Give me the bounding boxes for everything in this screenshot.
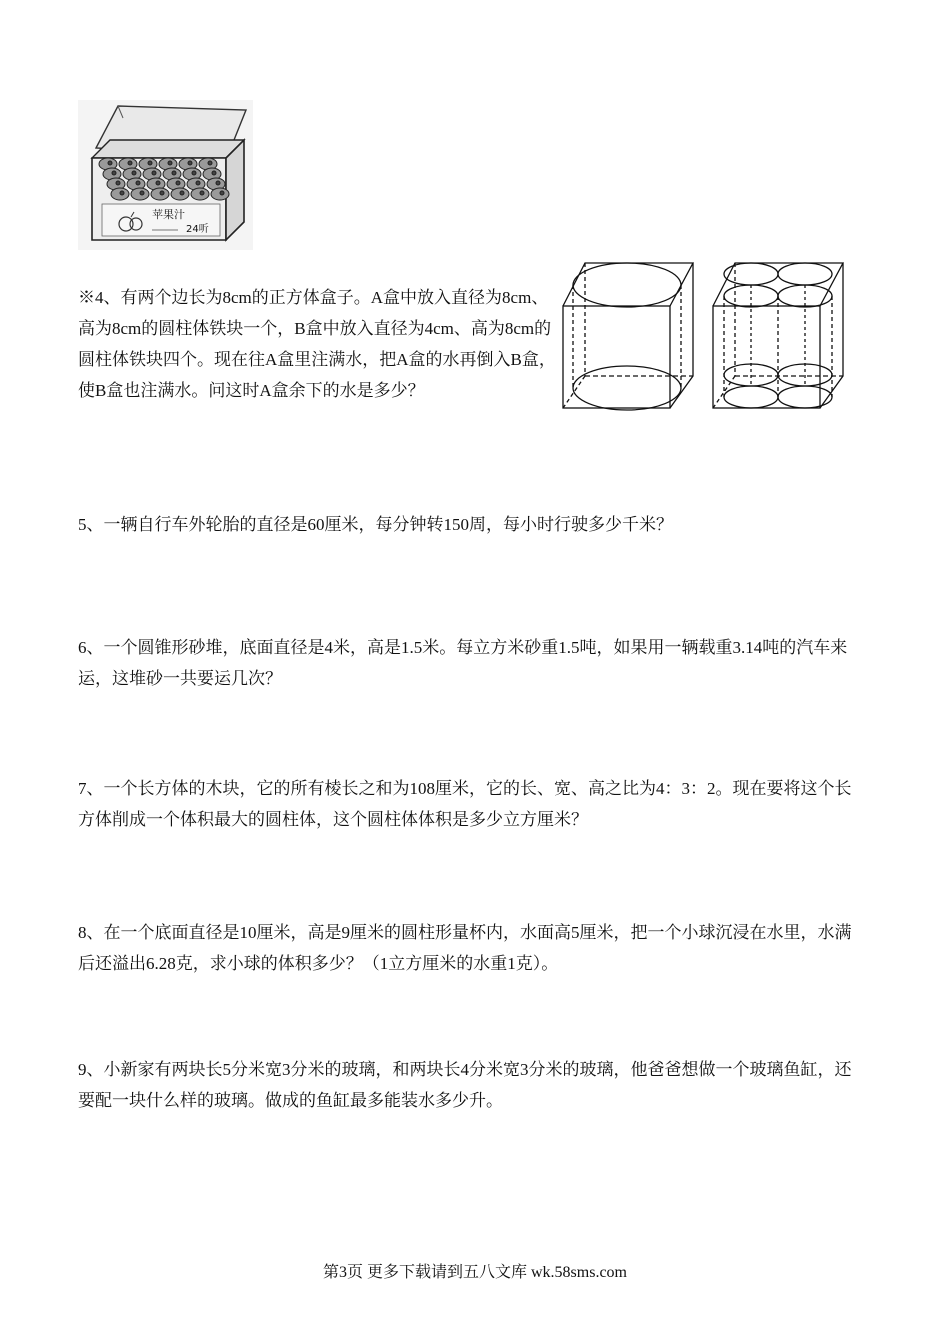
can-tab — [172, 171, 176, 175]
can-tab — [220, 191, 224, 195]
can-tab — [188, 161, 192, 165]
can-tab — [108, 161, 112, 165]
can-tab — [176, 181, 180, 185]
can-tab — [148, 161, 152, 165]
problem-9: 9、小新家有两块长5分米宽3分米的玻璃，和两块长4分米宽3分米的玻璃，他爸爸想做一个玻璃鱼缸，还要配一块什么样的玻璃。做成的鱼缸最多能装水多少升。 — [78, 1060, 852, 1110]
can-tab — [168, 161, 172, 165]
can-tab — [200, 191, 204, 195]
page-footer: 第3页 更多下载请到五八文库 wk.58sms.com — [322, 1264, 627, 1281]
can-tab — [140, 191, 144, 195]
problem-8: 8、在一个底面直径是10厘米，高是9厘米的圆柱形量杯内，水面高5厘米，把一个小球沉浸在水里，水满后还溢出6.28克，求小球的体积多少？（1立方厘米的水重1克）。 — [78, 923, 852, 973]
can-tab — [208, 161, 212, 165]
can-tab — [116, 181, 120, 185]
box-count-label: 24听 — [186, 224, 209, 235]
can-tab — [212, 171, 216, 175]
can-tab — [132, 171, 136, 175]
problem-4: ※4、有两个边长为8cm的正方体盒子。A盒中放入直径为8cm、高为8cm的圆柱体铁块一个，B盒中放入直径为4cm、高为8cm的圆柱体铁块四个。现在往A盒里注满水，把A盒的水再倒入B盒，使B盒也注满水。问这时A盒余下的水是多少？ — [78, 288, 556, 400]
can-tab — [160, 191, 164, 195]
problem-7: 7、一个长方体的木块，它的所有棱长之和为108厘米，它的长、宽、高之比为4：3：2。现在要将这个长方体削成一个体积最大的圆柱体，这个圆柱体体积是多少立方厘米？ — [78, 779, 852, 829]
can-tab — [120, 191, 124, 195]
box-label: 苹果汁 — [152, 208, 185, 221]
cube-a-figure — [560, 258, 695, 413]
can-tab — [192, 171, 196, 175]
problem-5: 5、一辆自行车外轮胎的直径是60厘米，每分钟转150周，每小时行驶多少千米？ — [78, 515, 673, 534]
can-tab — [128, 161, 132, 165]
can-tab — [112, 171, 116, 175]
cube-b-figure — [710, 258, 845, 413]
problem-6: 6、一个圆锥形砂堆，底面直径是4米，高是1.5米。每立方米砂重1.5吨，如果用一辆载重3.14吨的汽车来运，这堆砂一共要运几次？ — [78, 638, 848, 688]
juice-box-figure — [78, 100, 253, 250]
can-tab — [152, 171, 156, 175]
can-tab — [156, 181, 160, 185]
can-tab — [216, 181, 220, 185]
can-tab — [136, 181, 140, 185]
can-tab — [180, 191, 184, 195]
can-tab — [196, 181, 200, 185]
